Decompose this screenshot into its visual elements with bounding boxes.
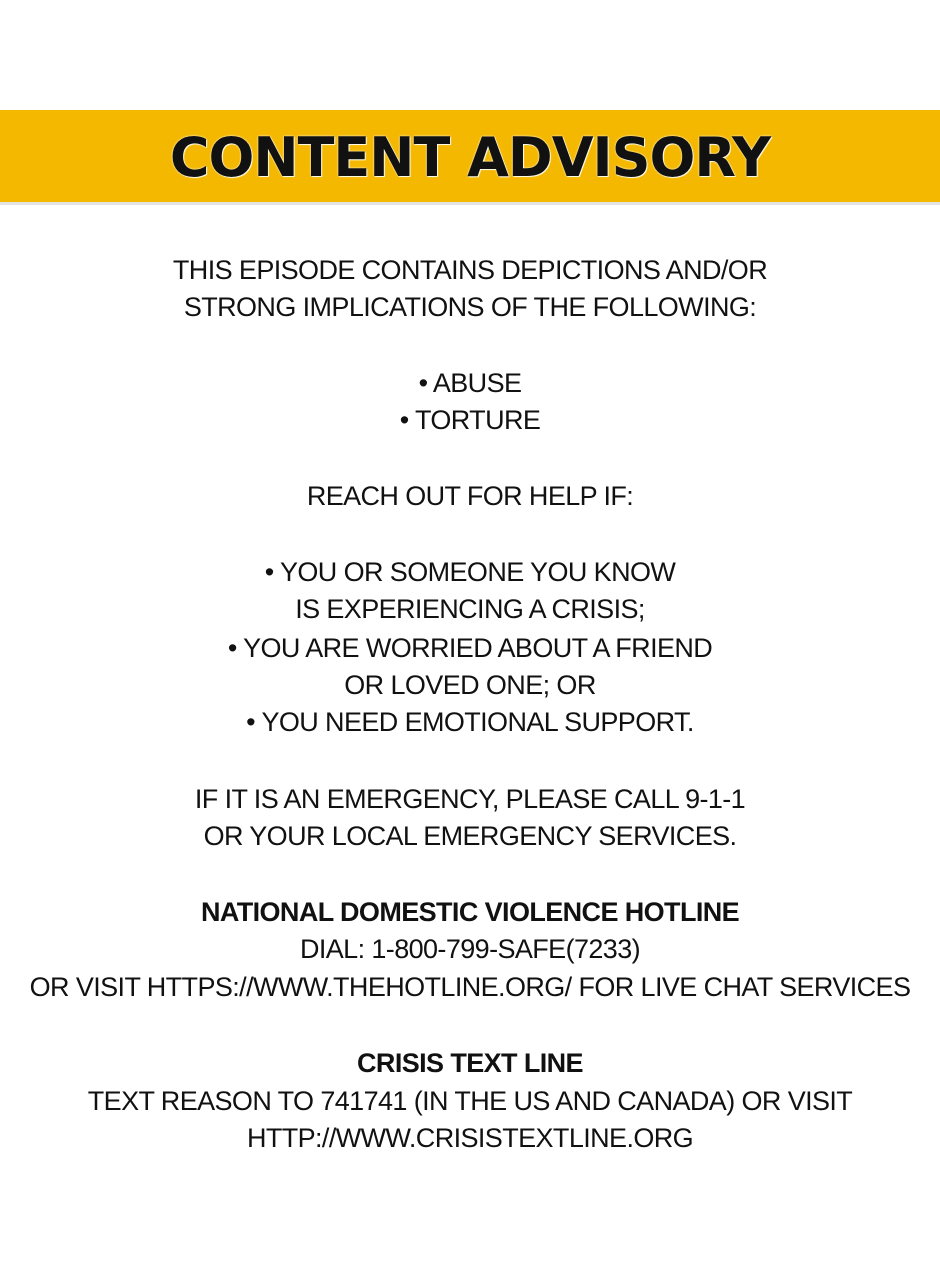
emergency-line-1: IF IT IS AN EMERGENCY, PLEASE CALL 9-1-1 bbox=[194, 784, 746, 814]
help-line-3: • YOU ARE WORRIED ABOUT A FRIEND bbox=[227, 633, 713, 663]
crisis-text-line-title: CRISIS TEXT LINE bbox=[357, 1048, 583, 1078]
help-heading: REACH OUT FOR HELP IF: bbox=[306, 481, 634, 511]
hotline-dial: DIAL: 1-800-799-SAFE(7233) bbox=[299, 934, 641, 964]
help-line-5: • YOU NEED EMOTIONAL SUPPORT. bbox=[246, 707, 694, 737]
crisis-text-line-instructions: TEXT REASON TO 741741 (IN THE US AND CANADA) OR VISIT bbox=[87, 1086, 853, 1116]
help-line-2: IS EXPERIENCING A CRISIS; bbox=[295, 594, 645, 624]
emergency-line-2: OR YOUR LOCAL EMERGENCY SERVICES. bbox=[203, 821, 737, 851]
banner-title: CONTENT ADVISORY bbox=[169, 125, 771, 189]
intro-line-1: THIS EPISODE CONTAINS DEPICTIONS AND/OR bbox=[172, 255, 768, 285]
intro-line-2: STRONG IMPLICATIONS OF THE FOLLOWING: bbox=[183, 292, 757, 322]
content-advisory-banner bbox=[0, 110, 940, 205]
topic-item-torture: • TORTURE bbox=[399, 405, 541, 435]
hotline-visit: OR VISIT HTTPS://WWW.THEHOTLINE.ORG/ FOR LIVE CHAT SERVICES bbox=[29, 972, 911, 1002]
hotline-title: NATIONAL DOMESTIC VIOLENCE HOTLINE bbox=[200, 897, 740, 927]
topic-item-abuse: • ABUSE bbox=[418, 368, 522, 398]
crisis-text-line-url: HTTP://WWW.CRISISTEXTLINE.ORG bbox=[246, 1123, 694, 1153]
help-line-4: OR LOVED ONE; OR bbox=[344, 670, 596, 700]
help-line-1: • YOU OR SOMEONE YOU KNOW bbox=[264, 557, 676, 587]
